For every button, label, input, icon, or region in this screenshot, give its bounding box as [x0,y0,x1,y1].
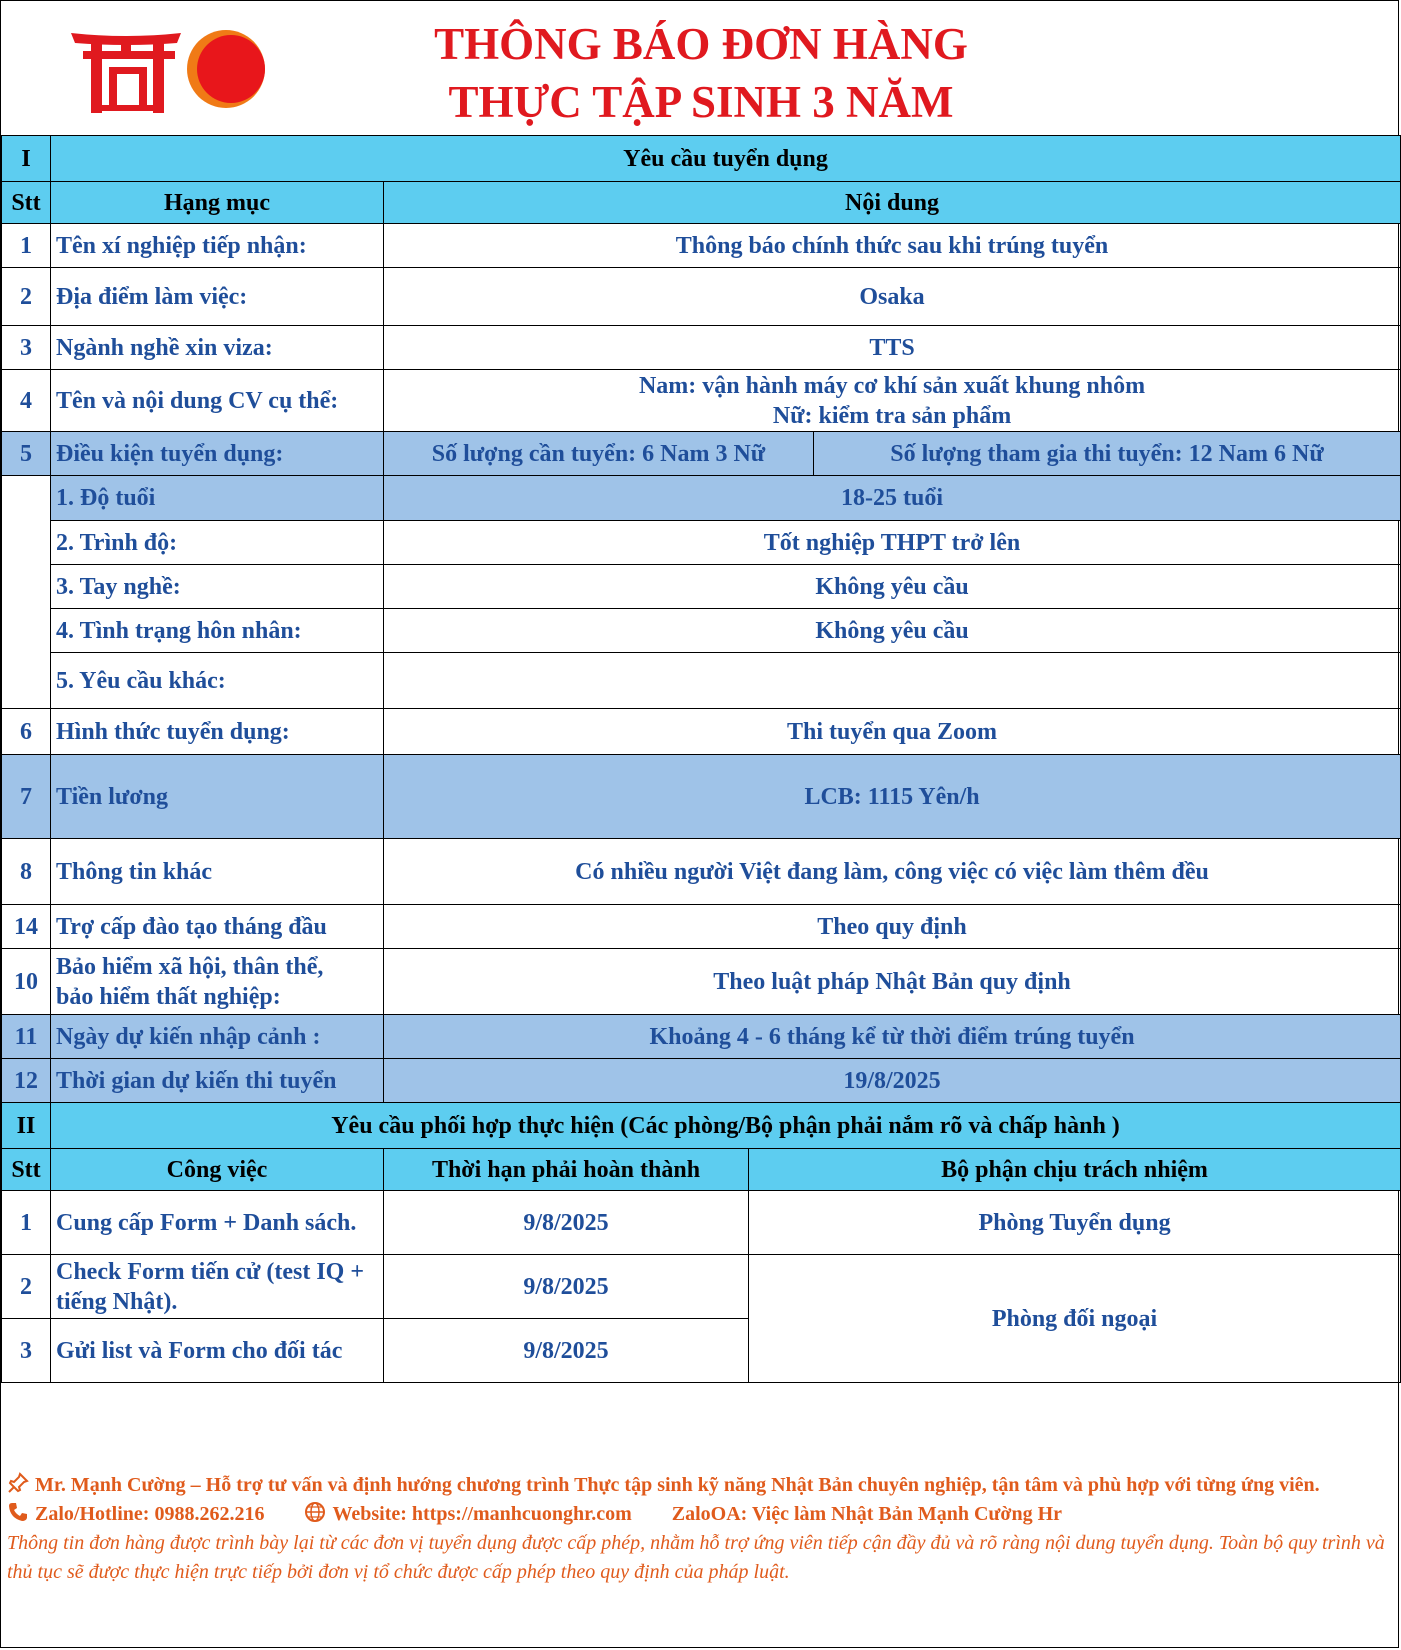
task-department: Phòng Tuyển dụng [749,1191,1401,1255]
row-stt: 11 [2,1015,51,1059]
row-stt: 4 [2,370,51,432]
row-value: Thi tuyển qua Zoom [384,709,1401,755]
row-label: Trợ cấp đào tạo tháng đầu [51,905,384,949]
row-stt: 14 [2,905,51,949]
col-task: Công việc [51,1149,384,1191]
col-item: Hạng mục [51,182,384,224]
title-line-1: THÔNG BÁO ĐƠN HÀNG [434,19,968,69]
row-stt: 8 [2,839,51,905]
row-stt: 12 [2,1059,51,1103]
section2-title: Yêu cầu phối hợp thực hiện (Các phòng/Bộ phận phải nắm rõ và chấp hành ) [51,1103,1401,1149]
task-row [2,1255,1401,1319]
row-label: Tên và nội dung CV cụ thể: [51,370,384,432]
section1-header [2,136,1401,182]
task-stt: 2 [2,1255,51,1319]
row-label: Thời gian dự kiến thi tuyển [51,1059,384,1103]
row-stt: 1 [2,224,51,268]
page-title [301,15,1101,131]
row-label: Thông tin khác [51,839,384,905]
label-line-1: Bảo hiểm xã hội, thân thể, [56,953,324,980]
task-deadline: 9/8/2025 [384,1319,749,1383]
task-deadline: 9/8/2025 [384,1255,749,1319]
pin-icon [7,1472,29,1494]
row-value: 19/8/2025 [384,1059,1401,1103]
condition-value [384,653,1401,709]
table-row [2,370,1401,432]
task-deadline: 9/8/2025 [384,1191,749,1255]
row-label [51,949,384,1015]
label-line-2: bảo hiểm thất nghiệp: [56,983,281,1010]
condition-label: 2. Trình độ: [51,521,384,565]
section2-number: II [2,1103,51,1149]
phone-icon [7,1501,29,1523]
row-value: LCB: 1115 Yên/h [384,755,1401,839]
table-row [2,709,1401,755]
table-row [2,268,1401,326]
condition-label: 1. Độ tuổi [51,476,384,521]
task-stt: 1 [2,1191,51,1255]
row-stt: 2 [2,268,51,326]
row-label: Hình thức tuyển dụng: [51,709,384,755]
table-row [2,839,1401,905]
task-name: Cung cấp Form + Danh sách. [51,1191,384,1255]
row-value [384,370,1401,432]
section2-column-header [2,1149,1401,1191]
row-value: Thông báo chính thức sau khi trúng tuyển [384,224,1401,268]
row-stt: 3 [2,326,51,370]
table-row [2,949,1401,1015]
task-name: Check Form tiến cử (test IQ + tiếng Nhật). [51,1255,384,1319]
table-row-highlight [2,1059,1401,1103]
row-label: Tên xí nghiệp tiếp nhận: [51,224,384,268]
condition-label: 3. Tay nghề: [51,565,384,609]
condition-row [2,609,1401,653]
globe-icon [304,1501,326,1523]
order-table [1,135,1401,1383]
zalooa-text[interactable]: ZaloOA: Việc làm Nhật Bản Mạnh Cường Hr [671,1503,1063,1525]
hotline-text[interactable]: Zalo/Hotline: 0988.262.216 [35,1503,265,1525]
row-stt: 5 [2,432,51,476]
table-row [2,224,1401,268]
website-link[interactable]: Website: https://manhcuonghr.com [332,1503,632,1525]
condition-value: 18-25 tuổi [384,476,1401,521]
row-label: Ngày dự kiến nhập cảnh : [51,1015,384,1059]
footer-intro-text: Mr. Mạnh Cường – Hỗ trợ tư vấn và định hướng chương trình Thực tập sinh kỹ năng Nhật Bản chuyên nghiệp, tận tâm và phù hợp với từng ứng viên. [35,1474,1320,1496]
row-value: Khoảng 4 - 6 tháng kể từ thời điểm trúng tuyển [384,1015,1401,1059]
header [1,1,1400,135]
condition-label: 4. Tình trạng hôn nhân: [51,609,384,653]
task-name: Gửi list và Form cho đối tác [51,1319,384,1383]
table-row-highlight [2,1015,1401,1059]
table-row [2,326,1401,370]
section1-column-header [2,182,1401,224]
condition-row [2,476,1401,521]
task-stt: 3 [2,1319,51,1383]
table-row-highlight [2,432,1401,476]
row-label: Tiền lương [51,755,384,839]
col-stt: Stt [2,182,51,224]
section2-header [2,1103,1401,1149]
row-value: Theo luật pháp Nhật Bản quy định [384,949,1401,1015]
footer-contacts [7,1500,1394,1529]
condition-row [2,565,1401,609]
row-label: Ngành nghề xin viza: [51,326,384,370]
row-stt: 6 [2,709,51,755]
row-value: Theo quy định [384,905,1401,949]
footer-disclaimer: Thông tin đơn hàng được trình bày lại từ các đơn vị tuyển dụng được cấp phép, nhằm hỗ trợ ứng viên tiếp cận đầy đủ và rõ ràng nội dung tuyển dụng. Toàn bộ quy trình và thủ tục sẽ được thực hiện trực tiếp bởi đơn vị tổ chức được cấp phép theo quy định của pháp luật. [7,1532,1385,1583]
condition-value: Tốt nghiệp THPT trở lên [384,521,1401,565]
condition-value: Không yêu cầu [384,609,1401,653]
title-line-2: THỰC TẬP SINH 3 NĂM [448,77,954,127]
row-label: Điều kiện tuyển dụng: [51,432,384,476]
row-stt: 7 [2,755,51,839]
condition-stt-blank [2,476,51,709]
row-value-left: Số lượng cần tuyển: 6 Nam 3 Nữ [384,432,814,476]
table-row [2,905,1401,949]
row-value: TTS [384,326,1401,370]
condition-value: Không yêu cầu [384,565,1401,609]
value-line-1: Nam: vận hành máy cơ khí sản xuất khung nhôm [638,372,1146,399]
task-department: Phòng đối ngoại [749,1255,1401,1383]
task-row [2,1191,1401,1255]
condition-row [2,521,1401,565]
row-value-right: Số lượng tham gia thi tuyển: 12 Nam 6 Nữ [814,432,1401,476]
row-value: Có nhiều người Việt đang làm, công việc có việc làm thêm đều [384,839,1401,905]
torii-gate-sun-logo [71,29,271,117]
footer-intro [7,1471,1394,1500]
value-line-2: Nữ: kiểm tra sản phẩm [772,402,1012,429]
condition-label: 5. Yêu cầu khác: [51,653,384,709]
condition-row [2,653,1401,709]
table-row-highlight [2,755,1401,839]
col-deadline: Thời hạn phải hoàn thành [384,1149,749,1191]
row-value: Osaka [384,268,1401,326]
section1-number: I [2,136,51,182]
section1-title: Yêu cầu tuyển dụng [51,136,1401,182]
col-content: Nội dung [384,182,1401,224]
row-label: Địa điểm làm việc: [51,268,384,326]
row-stt: 10 [2,949,51,1015]
col-department: Bộ phận chịu trách nhiệm [749,1149,1401,1191]
col-stt: Stt [2,1149,51,1191]
footer [1,1471,1400,1587]
